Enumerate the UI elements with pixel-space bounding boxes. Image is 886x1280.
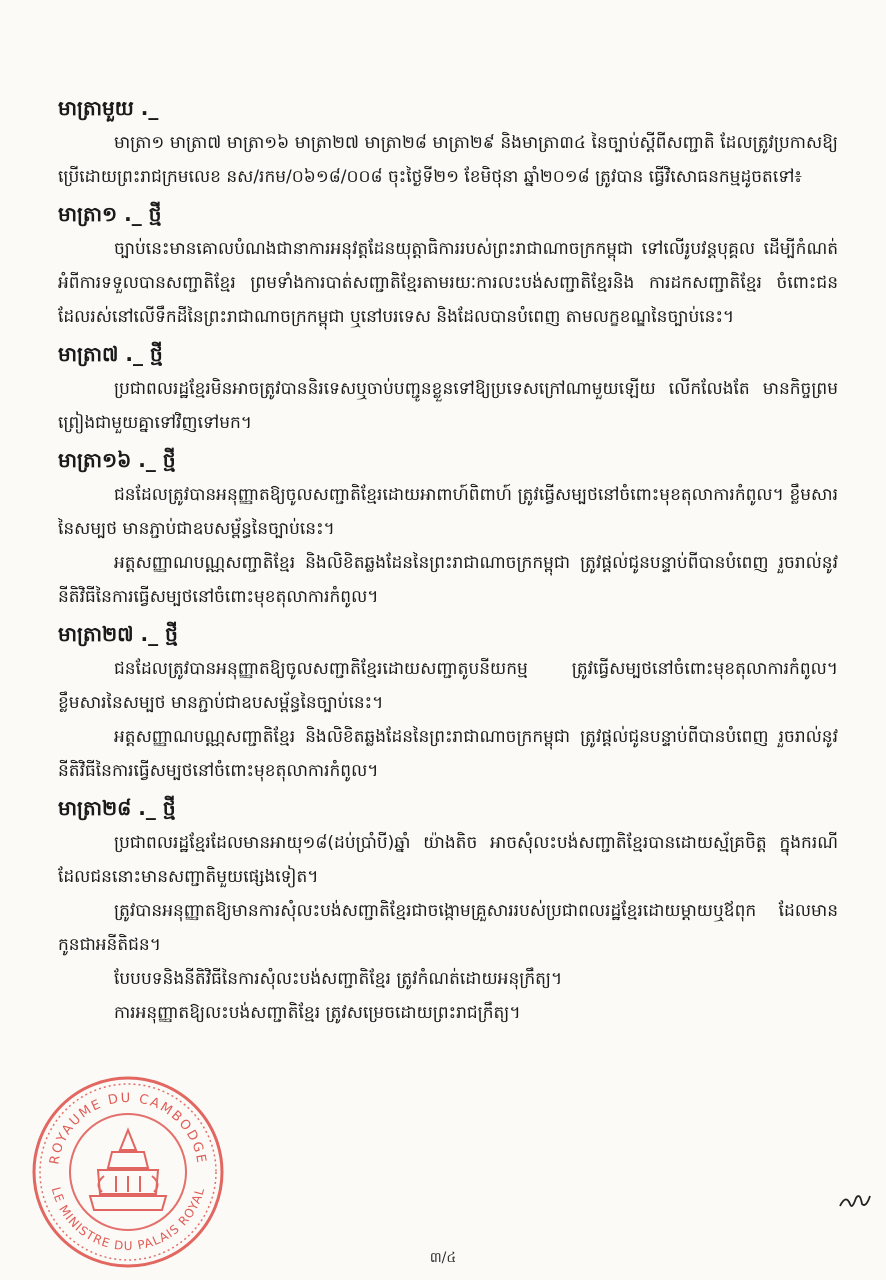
article-paragraph: អត្តសញ្ញាណបណ្ណសញ្ជាតិខ្មែរ និងលិខិតឆ្លងដែននៃព្រះរាជាណាចក្រកម្ពុជា ត្រូវផ្តល់ជូនបន្ទាប់ពីបានបំពេញ រួចរាល់នូវនីតិវិធីនៃការធ្វើសម្បថនៅចំពោះមុខតុលាការកំពូល។ <box>58 727 838 781</box>
document-body <box>58 88 838 1030</box>
article-paragraph: មាត្រា១ មាត្រា៧ មាត្រា១៦ មាត្រា២៧ មាត្រា២៨ មាត្រា២៩ និងមាត្រា៣៤ នៃច្បាប់ស្តីពីសញ្ជាតិ ដែលត្រូវប្រកាសឱ្យប្រើដោយព្រះរាជក្រមលេខ នស/រកម/០៦១៨/០០៨ ចុះថ្ងៃទី២១ ខែមិថុនា ឆ្នាំ២០១៨ ត្រូវបាន ធ្វើវិសោធនកម្មដូចតទៅ៖ <box>58 133 838 187</box>
article-heading: មាត្រា៧ ._ ថ្មី <box>58 342 163 366</box>
article-paragraph: ត្រូវបានអនុញ្ញាតឱ្យមានការសុំលះបង់សញ្ជាតិខ្មែរជាចង្កោមគ្រួសាររបស់ប្រជាពលរដ្ឋខ្មែរដោយម្ដាយឬឪពុក ដែលមានកូនជាអនីតិជន។ <box>58 901 838 955</box>
article-paragraph: ការអនុញ្ញាតឱ្យលះបង់សញ្ជាតិខ្មែរ ត្រូវសម្រេចដោយព្រះរាជក្រឹត្យ។ <box>114 1003 521 1023</box>
article-heading: មាត្រា២៨ ._ ថ្មី <box>58 796 176 820</box>
article-heading: មាត្រា១ ._ ថ្មី <box>58 202 162 226</box>
page-number: ៣/៤ <box>429 1250 457 1266</box>
section-article-27 <box>58 620 838 788</box>
section-article-7 <box>58 340 838 440</box>
article-heading: មាត្រា២៧ ._ ថ្មី <box>58 622 178 646</box>
article-paragraph: ច្បាប់នេះមានគោលបំណងជានាការអនុវត្តដែនយុត្តាធិការរបស់ព្រះរាជាណាចក្រកម្ពុជា ទៅលើរូបវន្តបុគ្គល ដើម្បីកំណត់អំពីការទទួលបានសញ្ជាតិខ្មែរ ព្រមទាំងការបាត់សញ្ជាតិខ្មែរតាមរយៈការលះបង់សញ្ជាតិខ្មែរនិង ការដកសញ្ជាតិខ្មែរ ចំពោះជនដែលរស់នៅលើទឹកដីនៃព្រះរាជាណាចក្រកម្ពុជា ឬនៅបរទេស និងដែលបានបំពេញ តាមលក្ខខណ្ឌនៃច្បាប់នេះ។ <box>58 239 838 327</box>
seal-bottom-text: LE MINISTRE DU PALAIS ROYAL <box>48 1185 208 1254</box>
section-article-one <box>58 94 838 194</box>
article-heading: មាត្រាមួយ ._ <box>58 96 159 120</box>
section-article-16 <box>58 446 838 614</box>
article-paragraph: ជនដែលត្រូវបានអនុញ្ញាតឱ្យចូលសញ្ជាតិខ្មែរដោយសញ្ជាតូបនីយកម្ម ត្រូវធ្វើសម្បថនៅចំពោះមុខតុលាការកំពូល។ ខ្លឹមសារនៃសម្បថ មានភ្ជាប់ជាឧបសម្ព័ន្ធនៃច្បាប់នេះ។ <box>58 659 838 713</box>
article-paragraph: ប្រជាពលរដ្ឋខ្មែរដែលមានអាយុ១៨(ដប់ប្រាំបី)ឆ្នាំ យ៉ាងតិច អាចសុំលះបង់សញ្ជាតិខ្មែរបានដោយស្ម័គ្រចិត្ត ក្នុងករណីដែលជននោះមានសញ្ជាតិមួយផ្សេងទៀត។ <box>58 833 838 887</box>
article-paragraph: បែបបទនិងនីតិវិធីនៃការសុំលះបង់សញ្ជាតិខ្មែរ ត្រូវកំណត់ដោយអនុក្រឹត្យ។ <box>114 969 563 989</box>
article-paragraph: អត្តសញ្ញាណបណ្ណសញ្ជាតិខ្មែរ និងលិខិតឆ្លងដែននៃព្រះរាជាណាចក្រកម្ពុជា ត្រូវផ្តល់ជូនបន្ទាប់ពីបានបំពេញ រួចរាល់នូវនីតិវិធីនៃការធ្វើសម្បថនៅចំពោះមុខតុលាការកំពូល។ <box>58 553 838 607</box>
seal-top-text: ROYAUME DU CAMBODGE <box>47 1090 209 1166</box>
section-article-28 <box>58 794 838 1030</box>
article-paragraph: ជនដែលត្រូវបានអនុញ្ញាតឱ្យចូលសញ្ជាតិខ្មែរដោយអាពាហ៍ពិពាហ៍ ត្រូវធ្វើសម្បថនៅចំពោះមុខតុលាការកំពូល។ ខ្លឹមសារនៃសម្បថ មានភ្ជាប់ជាឧបសម្ព័ន្ធនៃច្បាប់នេះ។ <box>58 485 838 539</box>
article-heading: មាត្រា១៦ ._ ថ្មី <box>58 448 176 472</box>
royal-palace-seal <box>28 1072 228 1272</box>
article-paragraph: ប្រជាពលរដ្ឋខ្មែរមិនអាចត្រូវបាននិរទេសឬចាប់បញ្ជូនខ្លួនទៅឱ្យប្រទេសក្រៅណាមួយឡើយ លើកលែងតែ មានកិច្ចព្រមព្រៀងជាមួយគ្នាទៅវិញទៅមក។ <box>58 379 838 433</box>
seal-emblem-icon <box>90 1130 166 1210</box>
section-article-1 <box>58 200 838 334</box>
signature-mark-icon <box>838 1190 872 1212</box>
